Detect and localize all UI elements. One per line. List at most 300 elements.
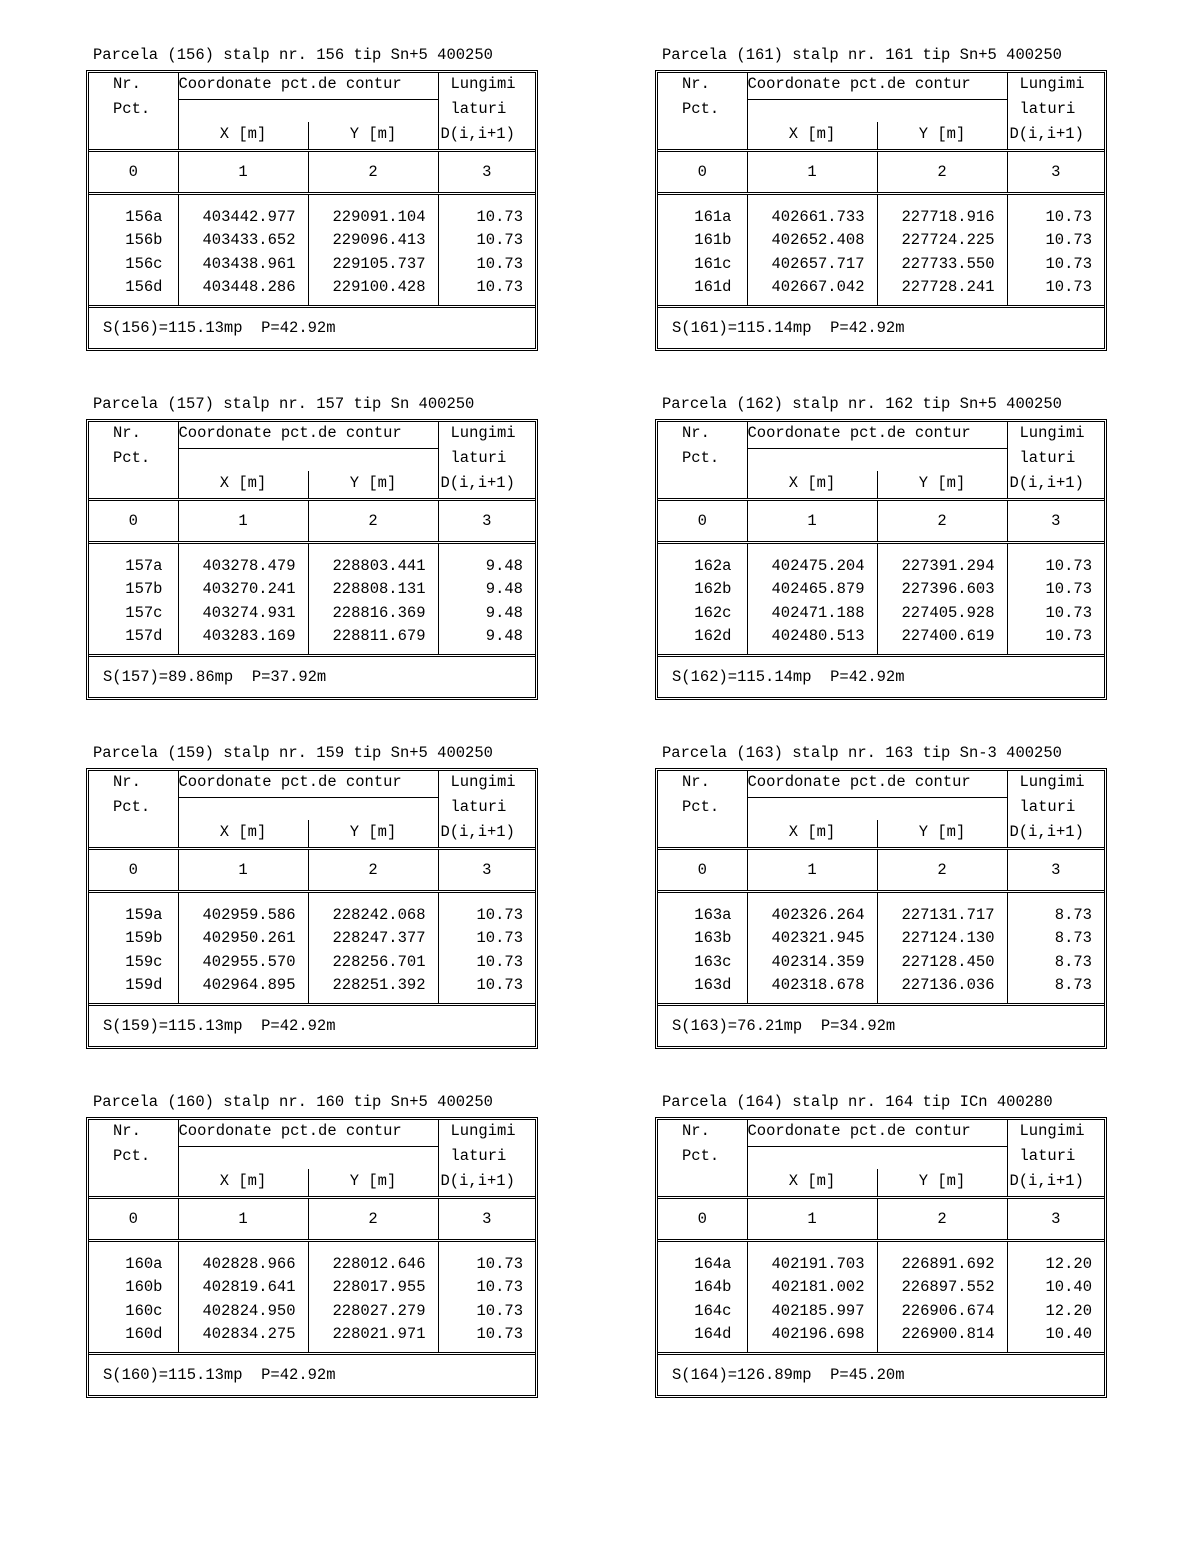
header-empty	[89, 122, 178, 151]
header-laturi: laturi	[438, 798, 535, 821]
coord-x: 402657.717	[747, 252, 877, 276]
column-index-3: 3	[1007, 151, 1104, 194]
parcel-title: Parcela (159) stalp nr. 159 tip Sn+5 400250	[93, 744, 493, 762]
point-id: 161b	[694, 231, 732, 250]
column-index-2: 2	[877, 849, 1007, 892]
coord-x: 402667.042	[747, 276, 877, 307]
column-index-3: 3	[1007, 849, 1104, 892]
header-distance: D(i,i+1)	[1007, 1169, 1104, 1198]
table-row	[89, 927, 535, 951]
point-id: 160d	[125, 1325, 163, 1344]
coord-y: 227405.928	[877, 601, 1007, 625]
coord-y: 227718.916	[877, 194, 1007, 229]
coord-x: 402196.698	[747, 1323, 877, 1354]
table-row	[658, 625, 1104, 656]
point-id: 163c	[694, 952, 732, 971]
parcel-block-2	[86, 395, 538, 700]
table-row	[89, 229, 535, 253]
header-coordinates: Coordonate pct.de contur	[178, 73, 438, 100]
column-index-0: 0	[89, 151, 178, 194]
side-length: 9.48	[438, 625, 535, 656]
parcel-title: Parcela (164) stalp nr. 164 tip ICn 400280	[662, 1093, 1053, 1111]
parcel-table-frame	[655, 768, 1107, 1049]
coord-x: 403433.652	[178, 229, 308, 253]
header-distance: D(i,i+1)	[1007, 820, 1104, 849]
header-lungimi: Lungimi	[438, 1120, 535, 1147]
column-index-2: 2	[877, 151, 1007, 194]
table-row	[658, 950, 1104, 974]
header-coord-divider	[747, 100, 1007, 123]
coord-x: 403274.931	[178, 601, 308, 625]
parcel-table-frame	[655, 1117, 1107, 1398]
header-empty	[89, 820, 178, 849]
column-index-0: 0	[658, 500, 747, 543]
point-id: 156b	[125, 231, 163, 250]
side-length: 10.40	[1007, 1276, 1104, 1300]
header-x: X [m]	[747, 820, 877, 849]
coord-x: 402959.586	[178, 892, 308, 927]
header-empty	[658, 122, 747, 151]
parcel-table	[658, 73, 1104, 348]
side-length: 10.73	[438, 892, 535, 927]
column-index-3: 3	[438, 1198, 535, 1241]
column-index-2: 2	[308, 1198, 438, 1241]
header-laturi: laturi	[438, 449, 535, 472]
header-nr: Nr.	[682, 424, 710, 442]
column-index-2: 2	[308, 849, 438, 892]
header-coord-divider	[178, 1147, 438, 1170]
point-rows	[658, 194, 1104, 307]
side-length: 10.73	[438, 194, 535, 229]
coord-x: 402828.966	[178, 1241, 308, 1276]
table-row	[658, 1323, 1104, 1354]
point-rows	[658, 543, 1104, 656]
header-distance: D(i,i+1)	[438, 820, 535, 849]
table-row	[658, 1276, 1104, 1300]
parcel-title: Parcela (160) stalp nr. 160 tip Sn+5 400250	[93, 1093, 493, 1111]
header-lungimi: Lungimi	[438, 422, 535, 449]
side-length: 10.73	[438, 950, 535, 974]
parcel-summary: S(161)=115.14mp P=42.92m	[658, 307, 1104, 349]
header-coord-divider	[747, 449, 1007, 472]
header-distance: D(i,i+1)	[1007, 471, 1104, 500]
table-row	[89, 578, 535, 602]
table-row	[89, 276, 535, 307]
header-y: Y [m]	[877, 1169, 1007, 1198]
parcel-table	[89, 73, 535, 348]
header-coord-divider	[747, 1147, 1007, 1170]
parcel-table-frame	[86, 70, 538, 351]
side-length: 10.73	[1007, 543, 1104, 578]
table-row	[89, 1241, 535, 1276]
header-pct: Pct.	[682, 1146, 720, 1165]
coord-y: 227136.036	[877, 974, 1007, 1005]
table-row	[658, 276, 1104, 307]
header-y: Y [m]	[308, 820, 438, 849]
parcel-table	[658, 771, 1104, 1046]
table-row	[89, 252, 535, 276]
coord-y: 228251.392	[308, 974, 438, 1005]
coord-y: 227391.294	[877, 543, 1007, 578]
header-x: X [m]	[747, 1169, 877, 1198]
coord-x: 402964.895	[178, 974, 308, 1005]
header-nr: Nr.	[113, 75, 141, 93]
column-index-2: 2	[308, 500, 438, 543]
header-pct: Pct.	[682, 797, 720, 816]
header-coord-divider	[178, 798, 438, 821]
parcel-table	[89, 771, 535, 1046]
column-index-1: 1	[178, 151, 308, 194]
coord-y: 229105.737	[308, 252, 438, 276]
coord-x: 402465.879	[747, 578, 877, 602]
header-distance: D(i,i+1)	[438, 1169, 535, 1198]
header-coordinates: Coordonate pct.de contur	[747, 1120, 1007, 1147]
column-index-0: 0	[658, 151, 747, 194]
header-x: X [m]	[178, 820, 308, 849]
side-length: 10.73	[1007, 229, 1104, 253]
parcel-summary: S(157)=89.86mp P=37.92m	[89, 656, 535, 698]
table-row	[658, 1299, 1104, 1323]
point-id: 162a	[658, 543, 747, 578]
coord-x: 403442.977	[178, 194, 308, 229]
header-x: X [m]	[747, 471, 877, 500]
header-coordinates: Coordonate pct.de contur	[178, 422, 438, 449]
coord-y: 228027.279	[308, 1299, 438, 1323]
point-id: 163b	[694, 929, 732, 948]
coord-x: 402475.204	[747, 543, 877, 578]
coord-x: 403448.286	[178, 276, 308, 307]
header-lungimi: Lungimi	[1007, 1120, 1104, 1147]
header-pct: Pct.	[113, 1146, 151, 1165]
header-laturi: laturi	[438, 100, 535, 123]
header-y: Y [m]	[877, 122, 1007, 151]
table-row	[658, 194, 1104, 229]
header-x: X [m]	[178, 471, 308, 500]
point-id: 161a	[658, 194, 747, 229]
table-row	[658, 974, 1104, 1005]
side-length: 10.73	[1007, 625, 1104, 656]
point-id: 160a	[89, 1241, 178, 1276]
header-pct: Pct.	[113, 448, 151, 467]
header-coordinates: Coordonate pct.de contur	[178, 771, 438, 798]
table-row	[89, 601, 535, 625]
coord-x: 402471.188	[747, 601, 877, 625]
side-length: 10.73	[1007, 276, 1104, 307]
side-length: 9.48	[438, 543, 535, 578]
column-index-0: 0	[89, 1198, 178, 1241]
point-id: 161d	[694, 278, 732, 297]
header-distance: D(i,i+1)	[438, 471, 535, 500]
header-pct: Pct.	[682, 448, 720, 467]
column-index-1: 1	[178, 1198, 308, 1241]
parcel-summary: S(159)=115.13mp P=42.92m	[89, 1005, 535, 1047]
coord-x: 402480.513	[747, 625, 877, 656]
point-id: 164c	[694, 1301, 732, 1320]
coord-y: 227396.603	[877, 578, 1007, 602]
coord-y: 227124.130	[877, 927, 1007, 951]
point-id: 161c	[694, 254, 732, 273]
point-id: 156c	[125, 254, 163, 273]
parcel-table	[89, 1120, 535, 1395]
point-id: 163a	[658, 892, 747, 927]
header-nr: Nr.	[682, 75, 710, 93]
parcel-title: Parcela (156) stalp nr. 156 tip Sn+5 400250	[93, 46, 493, 64]
column-index-3: 3	[438, 849, 535, 892]
coord-y: 228256.701	[308, 950, 438, 974]
table-row	[89, 892, 535, 927]
side-length: 10.73	[438, 252, 535, 276]
header-empty	[658, 471, 747, 500]
header-nr: Nr.	[682, 1122, 710, 1140]
header-lungimi: Lungimi	[438, 73, 535, 100]
point-id: 157b	[125, 580, 163, 599]
coord-y: 226891.692	[877, 1241, 1007, 1276]
point-id: 162b	[694, 580, 732, 599]
point-id: 164b	[694, 1278, 732, 1297]
table-row	[89, 625, 535, 656]
coord-y: 227128.450	[877, 950, 1007, 974]
side-length: 12.20	[1007, 1299, 1104, 1323]
coord-y: 228017.955	[308, 1276, 438, 1300]
coord-y: 228012.646	[308, 1241, 438, 1276]
header-coord-divider	[178, 449, 438, 472]
point-id: 159a	[89, 892, 178, 927]
coord-y: 228247.377	[308, 927, 438, 951]
coord-y: 228811.679	[308, 625, 438, 656]
table-row	[658, 543, 1104, 578]
header-coordinates: Coordonate pct.de contur	[747, 73, 1007, 100]
side-length: 10.73	[438, 276, 535, 307]
header-laturi: laturi	[1007, 798, 1104, 821]
parcel-block-7	[655, 1093, 1107, 1398]
parcel-block-4	[86, 744, 538, 1049]
coord-x: 402950.261	[178, 927, 308, 951]
header-laturi: laturi	[1007, 100, 1104, 123]
table-row	[89, 1276, 535, 1300]
parcel-table	[658, 422, 1104, 697]
parcel-summary: S(162)=115.14mp P=42.92m	[658, 656, 1104, 698]
point-id: 156a	[89, 194, 178, 229]
table-row	[89, 1323, 535, 1354]
side-length: 9.48	[438, 578, 535, 602]
header-lungimi: Lungimi	[438, 771, 535, 798]
point-id: 157c	[125, 603, 163, 622]
header-y: Y [m]	[308, 122, 438, 151]
side-length: 8.73	[1007, 892, 1104, 927]
table-row	[89, 974, 535, 1005]
table-row	[658, 601, 1104, 625]
column-index-0: 0	[89, 849, 178, 892]
table-row	[658, 1241, 1104, 1276]
side-length: 10.73	[1007, 252, 1104, 276]
point-rows	[658, 892, 1104, 1005]
column-index-2: 2	[877, 500, 1007, 543]
header-distance: D(i,i+1)	[438, 122, 535, 151]
header-y: Y [m]	[308, 471, 438, 500]
coord-x: 402824.950	[178, 1299, 308, 1323]
header-x: X [m]	[178, 122, 308, 151]
coord-x: 402819.641	[178, 1276, 308, 1300]
side-length: 8.73	[1007, 950, 1104, 974]
header-empty	[658, 1169, 747, 1198]
point-id: 159d	[125, 976, 163, 995]
header-empty	[658, 820, 747, 849]
column-index-0: 0	[658, 849, 747, 892]
table-row	[89, 194, 535, 229]
parcel-title: Parcela (162) stalp nr. 162 tip Sn+5 400250	[662, 395, 1062, 413]
parcel-table	[89, 422, 535, 697]
parcel-summary: S(160)=115.13mp P=42.92m	[89, 1354, 535, 1396]
coord-y: 229100.428	[308, 276, 438, 307]
column-index-1: 1	[747, 849, 877, 892]
table-row	[89, 1299, 535, 1323]
parcel-table-frame	[655, 70, 1107, 351]
coord-x: 402652.408	[747, 229, 877, 253]
coord-y: 226900.814	[877, 1323, 1007, 1354]
column-index-3: 3	[1007, 1198, 1104, 1241]
parcel-table-frame	[86, 768, 538, 1049]
header-laturi: laturi	[1007, 1147, 1104, 1170]
side-length: 10.73	[438, 1323, 535, 1354]
parcel-table	[658, 1120, 1104, 1395]
table-row	[89, 543, 535, 578]
side-length: 10.73	[1007, 601, 1104, 625]
column-index-2: 2	[308, 151, 438, 194]
side-length: 10.73	[438, 1299, 535, 1323]
point-id: 159b	[125, 929, 163, 948]
table-row	[89, 950, 535, 974]
header-y: Y [m]	[877, 471, 1007, 500]
column-index-1: 1	[178, 500, 308, 543]
side-length: 10.73	[438, 1241, 535, 1276]
header-y: Y [m]	[308, 1169, 438, 1198]
coord-y: 228808.131	[308, 578, 438, 602]
table-row	[658, 229, 1104, 253]
point-id: 159c	[125, 952, 163, 971]
coord-x: 402185.997	[747, 1299, 877, 1323]
parcel-table-frame	[655, 419, 1107, 700]
point-id: 160c	[125, 1301, 163, 1320]
point-rows	[89, 543, 535, 656]
parcel-block-3	[655, 395, 1107, 700]
header-pct: Pct.	[682, 99, 720, 118]
header-x: X [m]	[747, 122, 877, 151]
point-rows	[658, 1241, 1104, 1354]
coord-y: 228021.971	[308, 1323, 438, 1354]
header-distance: D(i,i+1)	[1007, 122, 1104, 151]
side-length: 8.73	[1007, 974, 1104, 1005]
coord-y: 228816.369	[308, 601, 438, 625]
parcel-summary: S(156)=115.13mp P=42.92m	[89, 307, 535, 349]
point-rows	[89, 1241, 535, 1354]
side-length: 10.73	[438, 974, 535, 1005]
header-laturi: laturi	[1007, 449, 1104, 472]
table-row	[658, 892, 1104, 927]
parcel-summary: S(164)=126.89mp P=45.20m	[658, 1354, 1104, 1396]
coord-x: 403270.241	[178, 578, 308, 602]
side-length: 9.48	[438, 601, 535, 625]
parcel-title: Parcela (161) stalp nr. 161 tip Sn+5 400250	[662, 46, 1062, 64]
side-length: 10.73	[438, 229, 535, 253]
header-coordinates: Coordonate pct.de contur	[178, 1120, 438, 1147]
column-index-1: 1	[747, 500, 877, 543]
coord-x: 403283.169	[178, 625, 308, 656]
parcel-block-5	[655, 744, 1107, 1049]
coord-x: 402326.264	[747, 892, 877, 927]
column-index-1: 1	[747, 151, 877, 194]
coord-x: 402314.359	[747, 950, 877, 974]
column-index-1: 1	[178, 849, 308, 892]
column-index-0: 0	[89, 500, 178, 543]
coord-y: 227728.241	[877, 276, 1007, 307]
header-pct: Pct.	[113, 99, 151, 118]
coord-y: 227131.717	[877, 892, 1007, 927]
coord-x: 402318.678	[747, 974, 877, 1005]
header-empty	[89, 1169, 178, 1198]
column-index-3: 3	[438, 500, 535, 543]
column-index-3: 3	[438, 151, 535, 194]
point-id: 162d	[694, 627, 732, 646]
side-length: 10.40	[1007, 1323, 1104, 1354]
table-row	[658, 927, 1104, 951]
parcel-table-frame	[86, 419, 538, 700]
parcel-title: Parcela (163) stalp nr. 163 tip Sn-3 400250	[662, 744, 1062, 762]
point-id: 156d	[125, 278, 163, 297]
coord-y: 226906.674	[877, 1299, 1007, 1323]
side-length: 8.73	[1007, 927, 1104, 951]
side-length: 10.73	[438, 927, 535, 951]
header-x: X [m]	[178, 1169, 308, 1198]
coord-y: 227400.619	[877, 625, 1007, 656]
side-length: 12.20	[1007, 1241, 1104, 1276]
point-rows	[89, 892, 535, 1005]
parcel-block-6	[86, 1093, 538, 1398]
point-id: 163d	[694, 976, 732, 995]
parcel-title: Parcela (157) stalp nr. 157 tip Sn 400250	[93, 395, 475, 413]
coord-x: 402321.945	[747, 927, 877, 951]
coord-y: 228242.068	[308, 892, 438, 927]
point-id: 164a	[658, 1241, 747, 1276]
parcel-summary: S(163)=76.21mp P=34.92m	[658, 1005, 1104, 1047]
point-rows	[89, 194, 535, 307]
side-length: 10.73	[438, 1276, 535, 1300]
side-length: 10.73	[1007, 194, 1104, 229]
side-length: 10.73	[1007, 578, 1104, 602]
header-empty	[89, 471, 178, 500]
coord-x: 402191.703	[747, 1241, 877, 1276]
point-id: 157a	[89, 543, 178, 578]
column-index-1: 1	[747, 1198, 877, 1241]
coord-x: 402834.275	[178, 1323, 308, 1354]
point-id: 157d	[125, 627, 163, 646]
header-laturi: laturi	[438, 1147, 535, 1170]
header-nr: Nr.	[113, 424, 141, 442]
coord-y: 229096.413	[308, 229, 438, 253]
parcel-block-1	[655, 46, 1107, 351]
header-nr: Nr.	[113, 1122, 141, 1140]
coord-x: 403278.479	[178, 543, 308, 578]
coord-x: 403438.961	[178, 252, 308, 276]
header-lungimi: Lungimi	[1007, 422, 1104, 449]
coord-x: 402955.570	[178, 950, 308, 974]
header-pct: Pct.	[113, 797, 151, 816]
header-lungimi: Lungimi	[1007, 771, 1104, 798]
header-coordinates: Coordonate pct.de contur	[747, 771, 1007, 798]
coord-x: 402661.733	[747, 194, 877, 229]
header-lungimi: Lungimi	[1007, 73, 1104, 100]
header-coord-divider	[747, 798, 1007, 821]
header-nr: Nr.	[113, 773, 141, 791]
